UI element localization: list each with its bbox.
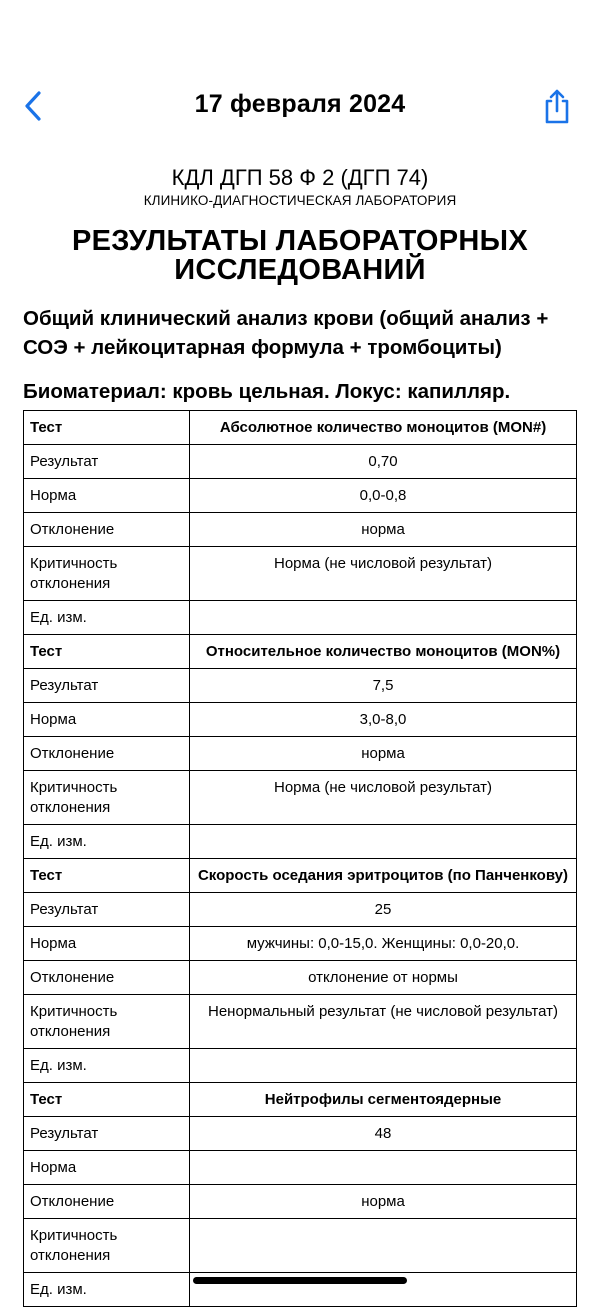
- row-label: Норма: [24, 703, 190, 737]
- row-label: Критичность отклонения: [24, 547, 190, 601]
- table-row-norm: [24, 1151, 577, 1185]
- lab-subtitle: КЛИНИКО-ДИАГНОСТИЧЕСКАЯ ЛАБОРАТОРИЯ: [143, 193, 457, 208]
- row-label: Тест: [24, 859, 190, 893]
- row-value: норма: [190, 513, 577, 547]
- row-value: Абсолютное количество моноцитов (MON#): [190, 411, 577, 445]
- row-value: норма: [190, 1185, 577, 1219]
- table-row-test: [24, 411, 577, 445]
- row-label: Результат: [24, 669, 190, 703]
- row-value: Норма (не числовой результат): [190, 547, 577, 601]
- row-label: Норма: [24, 479, 190, 513]
- row-value: [190, 1049, 577, 1083]
- table-row-unit: [24, 825, 577, 859]
- row-value: 0,70: [190, 445, 577, 479]
- share-icon[interactable]: [540, 86, 574, 126]
- analysis-title: Общий клинический анализ крови (общий анализ + СОЭ + лейкоцитарная формула + тромбоциты): [23, 307, 549, 359]
- row-label: Ед. изм.: [24, 1049, 190, 1083]
- table-row-deviation: [24, 737, 577, 771]
- row-label: Тест: [24, 1083, 190, 1117]
- row-value: [190, 1219, 577, 1273]
- row-value: отклонение от нормы: [190, 961, 577, 995]
- table-row-test: [24, 1083, 577, 1117]
- report-title-line-2: ИССЛЕДОВАНИЙ: [174, 254, 426, 286]
- table-row-result: [24, 669, 577, 703]
- row-value: Скорость оседания эритроцитов (по Панченкову): [190, 859, 577, 893]
- table-row-norm: [24, 703, 577, 737]
- row-label: Критичность отклонения: [24, 1219, 190, 1273]
- biomaterial-info: Биоматериал: кровь цельная. Локус: капилляр.: [23, 380, 511, 403]
- report-document: [0, 160, 600, 404]
- lab-name: КДЛ ДГП 58 Ф 2 (ДГП 74): [171, 165, 429, 190]
- row-value: 0,0-0,8: [190, 479, 577, 513]
- table-row-result: [24, 445, 577, 479]
- report-title-line-1: РЕЗУЛЬТАТЫ ЛАБОРАТОРНЫХ: [72, 225, 528, 257]
- navigation-bar: [0, 0, 600, 150]
- row-label: Критичность отклонения: [24, 771, 190, 825]
- row-value: 48: [190, 1117, 577, 1151]
- row-label: Норма: [24, 927, 190, 961]
- row-value: Норма (не числовой результат): [190, 771, 577, 825]
- table-row-norm: [24, 927, 577, 961]
- table-row-result: [24, 1117, 577, 1151]
- table-row-unit: [24, 601, 577, 635]
- row-label: Отклонение: [24, 1185, 190, 1219]
- table-row-criticality: [24, 547, 577, 601]
- row-label: Отклонение: [24, 961, 190, 995]
- table-row-deviation: [24, 1185, 577, 1219]
- row-label: Ед. изм.: [24, 1273, 190, 1307]
- table-row-result: [24, 893, 577, 927]
- table-row-criticality: [24, 1219, 577, 1273]
- table-row-test: [24, 859, 577, 893]
- row-label: Тест: [24, 635, 190, 669]
- page-title: 17 февраля 2024: [194, 90, 406, 118]
- home-indicator[interactable]: [193, 1277, 407, 1284]
- row-label: Результат: [24, 893, 190, 927]
- row-label: Отклонение: [24, 737, 190, 771]
- row-value: 7,5: [190, 669, 577, 703]
- row-value: [190, 825, 577, 859]
- row-value: Нейтрофилы сегментоядерные: [190, 1083, 577, 1117]
- table-row-unit: [24, 1049, 577, 1083]
- row-value: [190, 601, 577, 635]
- row-label: Отклонение: [24, 513, 190, 547]
- row-label: Тест: [24, 411, 190, 445]
- row-value: Относительное количество моноцитов (MON%): [190, 635, 577, 669]
- row-value: [190, 1151, 577, 1185]
- report-title: [0, 227, 600, 285]
- row-value: 25: [190, 893, 577, 927]
- row-label: Результат: [24, 1117, 190, 1151]
- table-row-deviation: [24, 513, 577, 547]
- row-label: Критичность отклонения: [24, 995, 190, 1049]
- table-row-norm: [24, 479, 577, 513]
- row-label: Норма: [24, 1151, 190, 1185]
- results-table: [23, 410, 577, 1307]
- row-value: мужчины: 0,0-15,0. Женщины: 0,0-20,0.: [190, 927, 577, 961]
- row-label: Результат: [24, 445, 190, 479]
- table-row-criticality: [24, 771, 577, 825]
- results-table-container[interactable]: [23, 410, 577, 1298]
- row-label: Ед. изм.: [24, 825, 190, 859]
- row-label: Ед. изм.: [24, 601, 190, 635]
- table-row-deviation: [24, 961, 577, 995]
- row-value: норма: [190, 737, 577, 771]
- table-row-criticality: [24, 995, 577, 1049]
- row-value: Ненормальный результат (не числовой результат): [190, 995, 577, 1049]
- row-value: 3,0-8,0: [190, 703, 577, 737]
- table-row-test: [24, 635, 577, 669]
